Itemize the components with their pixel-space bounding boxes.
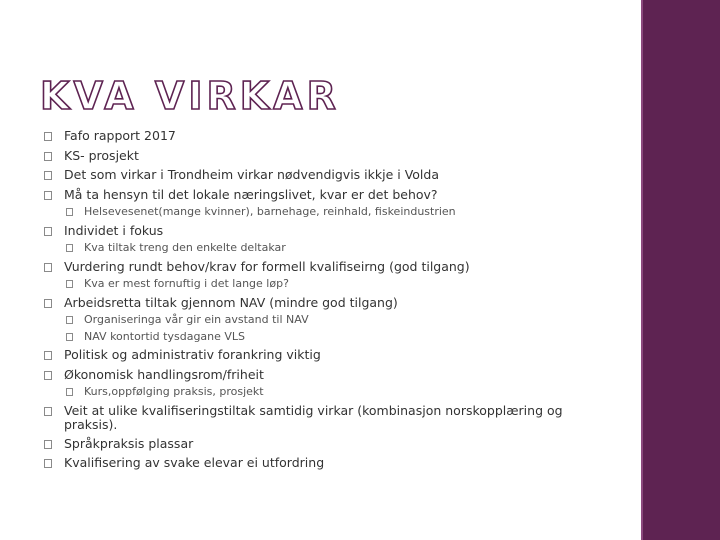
list-item-text: Arbeidsretta tiltak gjennom NAV (mindre god tilgang) (64, 294, 398, 310)
list-item-text: Helsevesenet(mange kvinner), barnehage, reinhald, fiskeindustrien (84, 205, 456, 218)
list-item-text: NAV kontortid tysdagane VLS (84, 329, 246, 343)
list-item-text: KS- prosjekt (64, 147, 139, 163)
list-item (44, 258, 604, 277)
list-item-text: Må ta hensyn til det lokale næringslivet, kvar er det behov? (64, 186, 438, 202)
square-bullet-icon (66, 388, 73, 396)
list-item-text: Individet i fokus (64, 222, 164, 238)
square-bullet-icon (44, 351, 52, 360)
list-item-text: Økonomisk handlingsrom/friheit (64, 366, 264, 382)
list-item-text: Politisk og administrativ forankring viktig (64, 347, 321, 362)
decorative-sidebar (641, 0, 720, 540)
list-item-text: Organiseringa vår gir ein avstand til NAV (84, 313, 309, 326)
list-item-text: Veit at ulike kvalifiseringstiltak samtidig virkar (kombinasjon norskopplæring og praksis). (64, 402, 563, 432)
list-item-text: Vurdering rundt behov/krav for formell kvalifiseirng (god tilgang) (64, 258, 470, 274)
square-bullet-icon (66, 208, 73, 216)
square-bullet-icon (66, 333, 73, 341)
square-bullet-icon (44, 371, 52, 380)
sub-list-item (44, 276, 604, 293)
sub-list-item (44, 240, 604, 257)
sub-list-item (44, 204, 604, 221)
list-item-text: Det som virkar i Trondheim virkar nødvendigvis ikkje i Volda (64, 167, 439, 182)
list-item (44, 454, 604, 473)
square-bullet-icon (44, 191, 52, 200)
bullet-list (44, 126, 604, 473)
list-item (44, 127, 604, 146)
square-bullet-icon (44, 263, 52, 272)
square-bullet-icon (44, 227, 52, 236)
list-item (44, 147, 604, 166)
square-bullet-icon (44, 459, 52, 468)
list-item-text: Kurs,oppfølging praksis, prosjekt (84, 385, 264, 398)
list-item (44, 166, 604, 185)
square-bullet-icon (44, 152, 52, 161)
list-item (44, 346, 604, 365)
list-item (44, 222, 604, 241)
list-item-text: Kva tiltak treng den enkelte deltakar (84, 241, 286, 254)
square-bullet-icon (66, 316, 73, 324)
list-item-text: Språkpraksis plassar (64, 435, 194, 451)
list-item (44, 294, 604, 313)
list-item-text: Kva er mest fornuftig i det lange løp? (84, 277, 289, 290)
sub-list-item (44, 384, 604, 401)
list-item (44, 435, 604, 454)
square-bullet-icon (44, 132, 52, 141)
square-bullet-icon (44, 440, 52, 449)
sub-list-item (44, 329, 604, 346)
list-item (44, 366, 604, 385)
sub-list-item (44, 312, 604, 329)
square-bullet-icon (66, 280, 73, 288)
slide-title: KVA VIRKAR (40, 74, 340, 118)
square-bullet-icon (44, 171, 52, 180)
list-item (44, 186, 604, 205)
square-bullet-icon (66, 244, 73, 252)
square-bullet-icon (44, 299, 52, 308)
list-item-text: Kvalifisering av svake elevar ei utfordring (64, 455, 325, 470)
square-bullet-icon (44, 407, 52, 416)
list-item (44, 402, 604, 434)
list-item-text: Fafo rapport 2017 (64, 128, 176, 143)
